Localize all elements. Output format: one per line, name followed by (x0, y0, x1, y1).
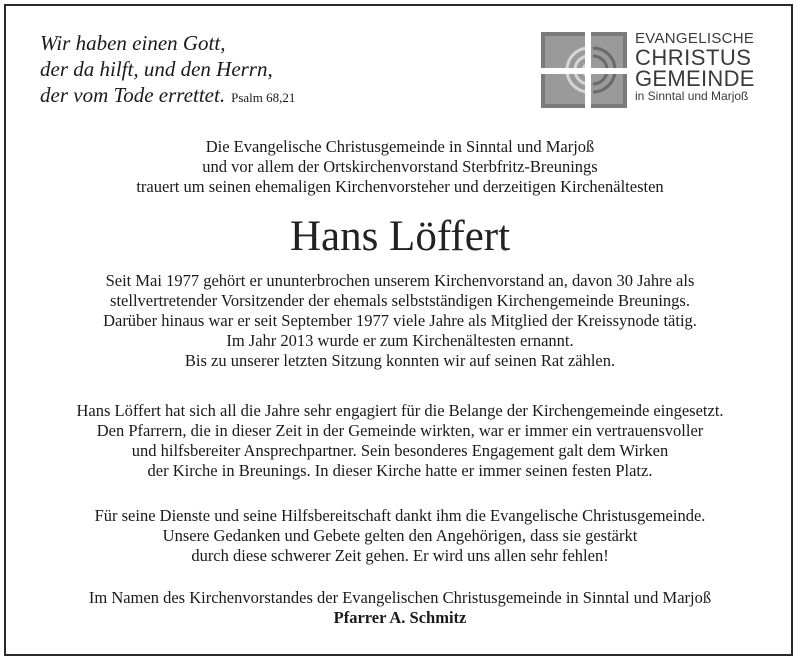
text-line: trauert um seinen ehemaligen Kirchenvorsteher und derzeitigen Kirchenältesten (136, 177, 664, 196)
text-line: Darüber hinaus war er seit September 1977 viele Jahre als Mitglied der Kreissynode tätig. (103, 311, 697, 330)
logo-line: in Sinntal und Marjoß (635, 89, 749, 103)
deceased-name: Hans Löffert (289, 213, 511, 260)
church-logo (541, 30, 761, 110)
paragraph-engagement (0, 401, 800, 481)
text-line: Den Pfarrern, die in dieser Zeit in der Gemeinde wirkten, war er immer ein vertrauensvoller (96, 421, 704, 440)
text-line: stellvertretender Vorsitzender der ehemals selbstständigen Kirchengemeinde Breunings. (110, 291, 690, 310)
logo-line: CHRISTUS (635, 45, 752, 70)
paragraph-service (0, 271, 800, 371)
text-line: durch diese schwerer Zeit gehen. Er wird uns allen sehr fehlen! (191, 546, 609, 565)
psalm-verse (40, 30, 295, 111)
text-line: Für seine Dienste und seine Hilfsbereitschaft dankt ihm die Evangelische Christusgemeinde. (94, 506, 706, 525)
verse-line: Wir haben einen Gott, (40, 31, 226, 55)
logo-wordmark (635, 30, 755, 104)
paragraph-thanks (0, 506, 800, 566)
logo-line: GEMEINDE (635, 66, 755, 91)
text-line: Unsere Gedanken und Gebete gelten den Angehörigen, dass sie gestärkt (162, 526, 638, 545)
text-line: Im Jahr 2013 wurde er zum Kirchenältesten ernannt. (226, 331, 574, 350)
cross-logo-icon (541, 32, 627, 108)
text-line: und hilfsbereiter Ansprechpartner. Sein besonderes Engagement galt dem Wirken (131, 441, 669, 460)
closing-block (0, 588, 800, 628)
closing-line: Im Namen des Kirchenvorstandes der Evangelischen Christusgemeinde in Sinntal und Marjoß (88, 588, 712, 607)
logo-line: EVANGELISCHE (635, 30, 755, 47)
text-line: Die Evangelische Christusgemeinde in Sinntal und Marjoß (205, 137, 595, 156)
verse-reference: Psalm 68,21 (231, 90, 296, 105)
signature: Pfarrer A. Schmitz (333, 608, 467, 627)
text-line: Seit Mai 1977 gehört er ununterbrochen unserem Kirchenvorstand an, davon 30 Jahre als (105, 271, 695, 290)
text-line: Bis zu unserer letzten Sitzung konnten wir auf seinen Rat zählen. (184, 351, 616, 370)
text-line: und vor allem der Ortskirchenvorstand Sterbfritz-Breunings (202, 157, 598, 176)
verse-line: der vom Tode errettet. Psalm 68,21 (40, 83, 296, 107)
text-line: Hans Löffert hat sich all die Jahre sehr engagiert für die Belange der Kirchengemeinde eingesetzt. (76, 401, 724, 420)
text-line: der Kirche in Breunings. In dieser Kirche hatte er immer seinen festen Platz. (147, 461, 653, 480)
intro-text (0, 137, 800, 197)
verse-line: der da hilft, und den Herrn, (40, 57, 273, 81)
